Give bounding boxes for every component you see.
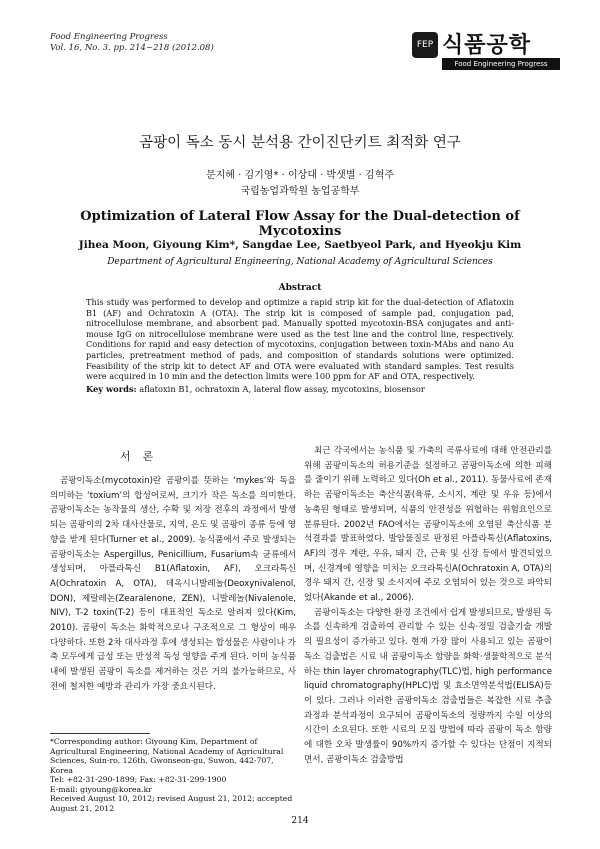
right-column: [304, 444, 552, 767]
page-number: 214: [291, 816, 309, 826]
keywords: [86, 384, 514, 394]
journal-name: Food Engineering Progress: [50, 32, 168, 42]
journal-logo: [412, 28, 562, 80]
authors-korean: 문지혜 · 김기영* · 이상대 · 박샛별 · 김혁주: [205, 170, 395, 181]
footnote: [50, 737, 296, 813]
section-heading-introduction: 서론: [120, 450, 166, 463]
logo-subtitle: Food Engineering Progress: [442, 58, 560, 70]
keywords-label: Key words:: [86, 384, 137, 394]
abstract-body: This study was performed to develop and optimize a rapid strip kit for the dual-detection of Aflatoxin B1 (AF) and Ochratoxin A (OTA). The strip kit is composed of sample pad, conjugation pad, nitrocellulose membrane, and absorbent pad. Manually spotted mycotoxin-BSA conjugates and anti-mouse IgG on nitrocellulose membrane were used as the test line and the control line, respectively. Conditions for rapid and easy detection of mycotoxins, conjugation between toxin-MAbs and nano Au particles, pretreatment method of pads, and composition of standards solutions were optimized. Feasibility of the strip kit to detect AF and OTA were evaluated with standard samples. Test results were acquired in 10 min and the detection limits were 100 ppm for AF and OTA, respectively.: [86, 297, 514, 382]
journal-header: [50, 32, 214, 54]
paragraph: 곰팡이독소는 다양한 환경 조건에서 쉽게 발생되므로, 발생된 독소를 신속하게 검출하여 관리할 수 있는 신속·정밀 검출기술 개발의 필요성이 증가하고 있다. 현재 가장 많이 사용되고 있는 곰팡이독소 검출법은 시료 내 곰팡이독소 함량을 화학·생물학적으로 분석하는 thin layer chromatography(TLC)법, high performance liquid chromatography(HPLC)법 및 효소면역분석법(ELISA)등이 있다. 그러나 이러한 곰팡이독소 검출법들은 복잡한 시료 추출과정과 분석과정이 요구되어 곰팡이독소의 정량까지 수일 이상의 시간이 소요된다. 또한 시료의 모집 방법에 따라 곰팡이 독소 함량에 대한 오차 발생률이 90%까지 증가할 수 있다는 단점이 지적되면서, 곰팡이독소 검출방법: [304, 607, 552, 765]
footnote-dates: Received August 10, 2012; revised August 21, 2012; accepted August 21, 2012: [50, 794, 293, 813]
paragraph: 곰팡이독소(mycotoxin)란 곰팡이를 뜻하는 ‘mykes’와 독을 의미하는 ‘toxium’의 합성어로써, 크기가 작은 독소를 의미한다. 곰팡이독소는 농작물의 생산, 수확 및 저장 전후의 과정에서 발생되는 곰팡이의 2차 대사산물로, 지역, 온도 및 곰팡이 종류 등에 영향을 받게 된다(Turner et al., 2009). 농식품에서 주로 발생되는 곰팡이독소는 Aspergillus, Penicillium, Fusarium속 균류에서 생성되며, 아플라톡신 B1(Aflatoxin, AF), 오크라톡신 A(Ochratoxin A, OTA), 데옥시니발레놀(Deoxynivalenol, DON), 제랄레논(Zearalenone, ZEN), 니발레놀(Nivalenole, NIV), T-2 toxin(T-2) 등이 대표적인 독소로 알려져 있다(Kim, 2010). 곰팡이 독소는 화학적으로나 구조적으로 그 형상이 매우 다양하다. 또한 2차 대사과정 후에 생성되는 합성물은 사람이나 가축 모두에게 급성 또는 만성적 독성 영향을 주게 된다. 이미 농식품 내에 발생된 곰팡이 독소를 제거하는 것은 거의 불가능하므로, 사전에 철저한 예방과 관리가 가장 중요시된다.: [50, 476, 296, 692]
footnote-correspondence: *Corresponding author: Giyoung Kim, Department of Agricultural Engineering, National Academy of Agricultural Sciences, Suin-ro, 126th, Gwonseon-gu, Suwon, 442-707, Korea: [50, 737, 284, 775]
authors-english: Jihea Moon, Giyoung Kim*, Sangdae Lee, Saetbyeol Park, and Hyeokju Kim: [78, 239, 522, 251]
logo-badge: FEP: [412, 32, 438, 58]
left-column: [50, 474, 296, 695]
footnote-phone: Tel: +82-31-290-1899; Fax: +82-31-299-1900: [50, 775, 227, 784]
affiliation-korean: 국립농업과학원 농업공학부: [240, 186, 360, 197]
abstract-heading: Abstract: [278, 283, 322, 293]
title-korean: 곰팡이 독소 동시 분석용 간이진단키트 최적화 연구: [139, 135, 461, 151]
footnote-email: E-mail: giyoung@korea.kr: [50, 784, 152, 794]
paragraph: 최근 각국에서는 농식품 및 가축의 곡류사료에 대해 안전관리를 위해 곰팡이독소의 허용기준을 설정하고 곰팡이독소에 의한 피해를 줄이기 위해 노력하고 있다(Oh et al., 2011). 동물사료에 존재하는 곰팡이독소는 축산식품(육류, 소시지, 계란 및 우유 등)에서 농축된 형태로 발생되며, 식품의 안전성을 위협하는 위험요인으로 분류된다. 2002년 FAO에서는 곰팡이독소에 오염된 축산식품 분석결과를 발표하였다. 발암물질로 판정된 아플라톡신(Aflatoxins, AF)의 경우 계란, 우유, 돼지 간, 근육 및 신장 등에서 발견되었으며, 신경계에 영향을 미치는 오크라톡신A(Ochratoxin A, OTA)의 경우 돼지 간, 신장 및 소시지에 주로 오염되어 있는 것으로 파악되었다(Akande et al., 2006).: [304, 446, 552, 604]
journal-volume: Vol. 16, No. 3. pp. 214~218 (2012.08): [50, 43, 214, 53]
footnote-rule: [50, 733, 150, 734]
keywords-text: aflatoxin B1, ochratoxin A, lateral flow assay, mycotoxins, biosensor: [139, 384, 425, 394]
title-english: Optimization of Lateral Flow Assay for the Dual-detection of Mycotoxins: [80, 209, 520, 239]
affiliation-english: Department of Agricultural Engineering, National Academy of Agricultural Sciences: [107, 257, 493, 267]
logo-text: 식품공학: [442, 33, 532, 58]
